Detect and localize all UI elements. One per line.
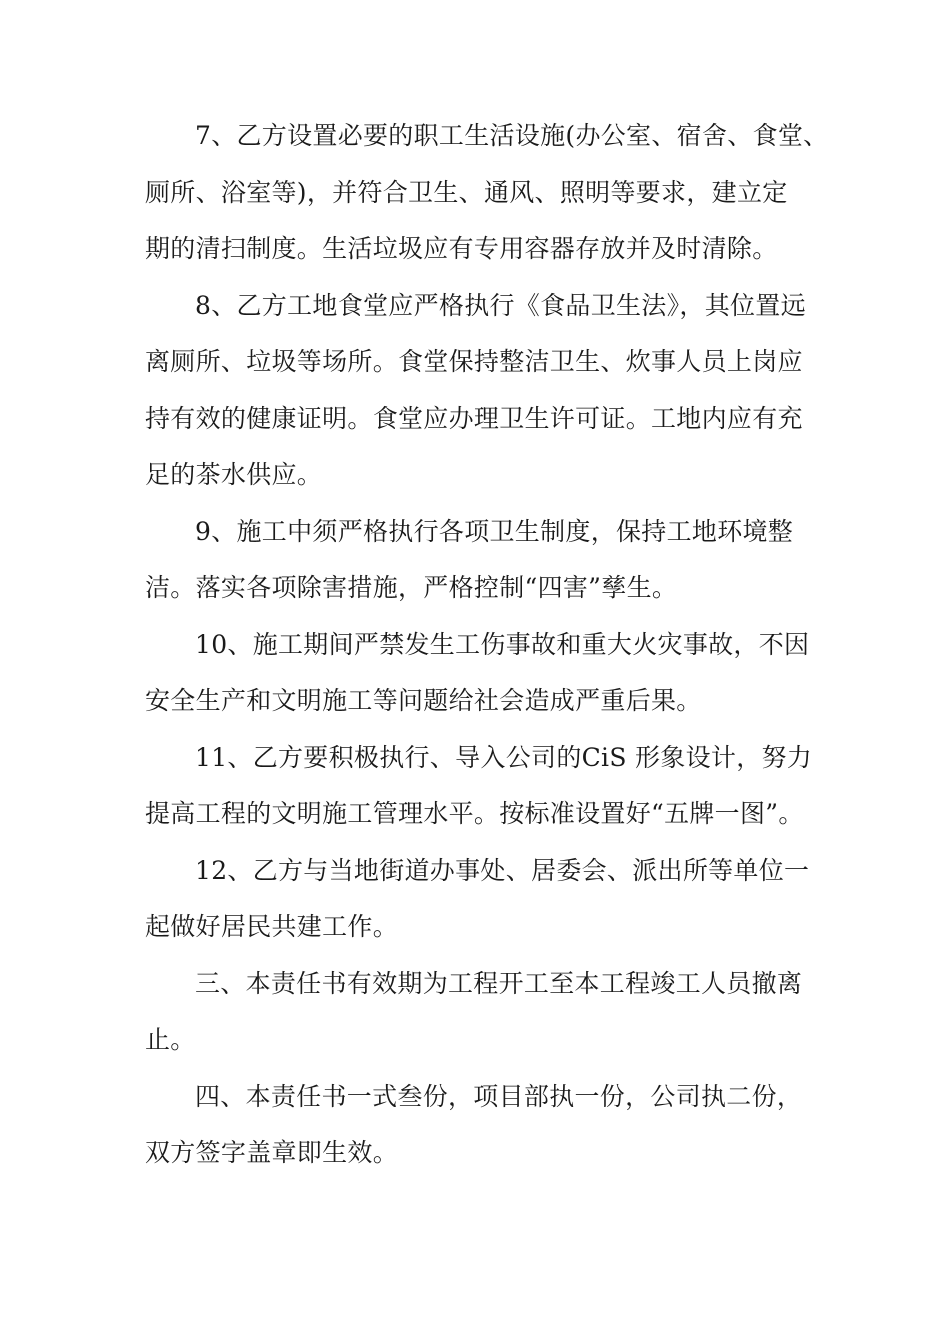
text-line: 起做好居民共建工作。 bbox=[145, 912, 399, 941]
text-line: 离厕所、垃圾等场所。食堂保持整洁卫生、炊事人员上岗应 bbox=[145, 347, 803, 376]
text-line: 10、施工期间严禁发生工伤事故和重大火灾事故，不因 bbox=[195, 629, 810, 659]
text-line: 11、乙方要积极执行、导入公司的CiS 形象设计，努力 bbox=[195, 742, 813, 772]
text-line: 足的茶水供应。 bbox=[145, 460, 323, 489]
paragraph-item-9 bbox=[145, 504, 810, 617]
text-line: 7、乙方设置必要的职工生活设施(办公室、宿舍、食堂、 bbox=[195, 121, 829, 150]
text-line: 厕所、浴室等)，并符合卫生、通风、照明等要求，建立定 bbox=[145, 177, 788, 207]
text-line: 期的清扫制度。生活垃圾应有专用容器存放并及时清除。 bbox=[145, 234, 778, 263]
paragraph-item-7 bbox=[145, 108, 829, 278]
text-line: 9、施工中须严格执行各项卫生制度，保持工地环境整 bbox=[195, 516, 794, 546]
text-line: 四、本责任书一式叁份，项目部执一份，公司执二份， bbox=[195, 1081, 803, 1111]
text-line: 提高工程的文明施工管理水平。按标准设置好“五牌一图”。 bbox=[145, 799, 804, 828]
paragraph-item-11 bbox=[145, 730, 813, 843]
text-line: 12、乙方与当地街道办事处、居委会、派出所等单位一 bbox=[195, 855, 810, 885]
paragraph-section-4 bbox=[145, 1069, 810, 1182]
text-line: 持有效的健康证明。食堂应办理卫生许可证。工地内应有充 bbox=[145, 403, 803, 433]
text-line: 安全生产和文明施工等问题给社会造成严重后果。 bbox=[145, 686, 702, 715]
paragraph-item-10 bbox=[145, 617, 810, 730]
text-line: 洁。落实各项除害措施，严格控制“四害”孳生。 bbox=[145, 573, 678, 602]
text-line: 三、本责任书有效期为工程开工至本工程竣工人员撤离 bbox=[195, 968, 803, 998]
paragraph-section-3 bbox=[145, 956, 810, 1069]
paragraph-item-12 bbox=[145, 843, 810, 956]
text-line: 双方签字盖章即生效。 bbox=[145, 1138, 399, 1167]
paragraph-item-8 bbox=[145, 278, 810, 504]
text-line: 8、乙方工地食堂应严格执行《食品卫生法》，其位置远 bbox=[195, 290, 806, 320]
document-body bbox=[145, 108, 829, 1182]
text-line: 止。 bbox=[145, 1025, 196, 1054]
